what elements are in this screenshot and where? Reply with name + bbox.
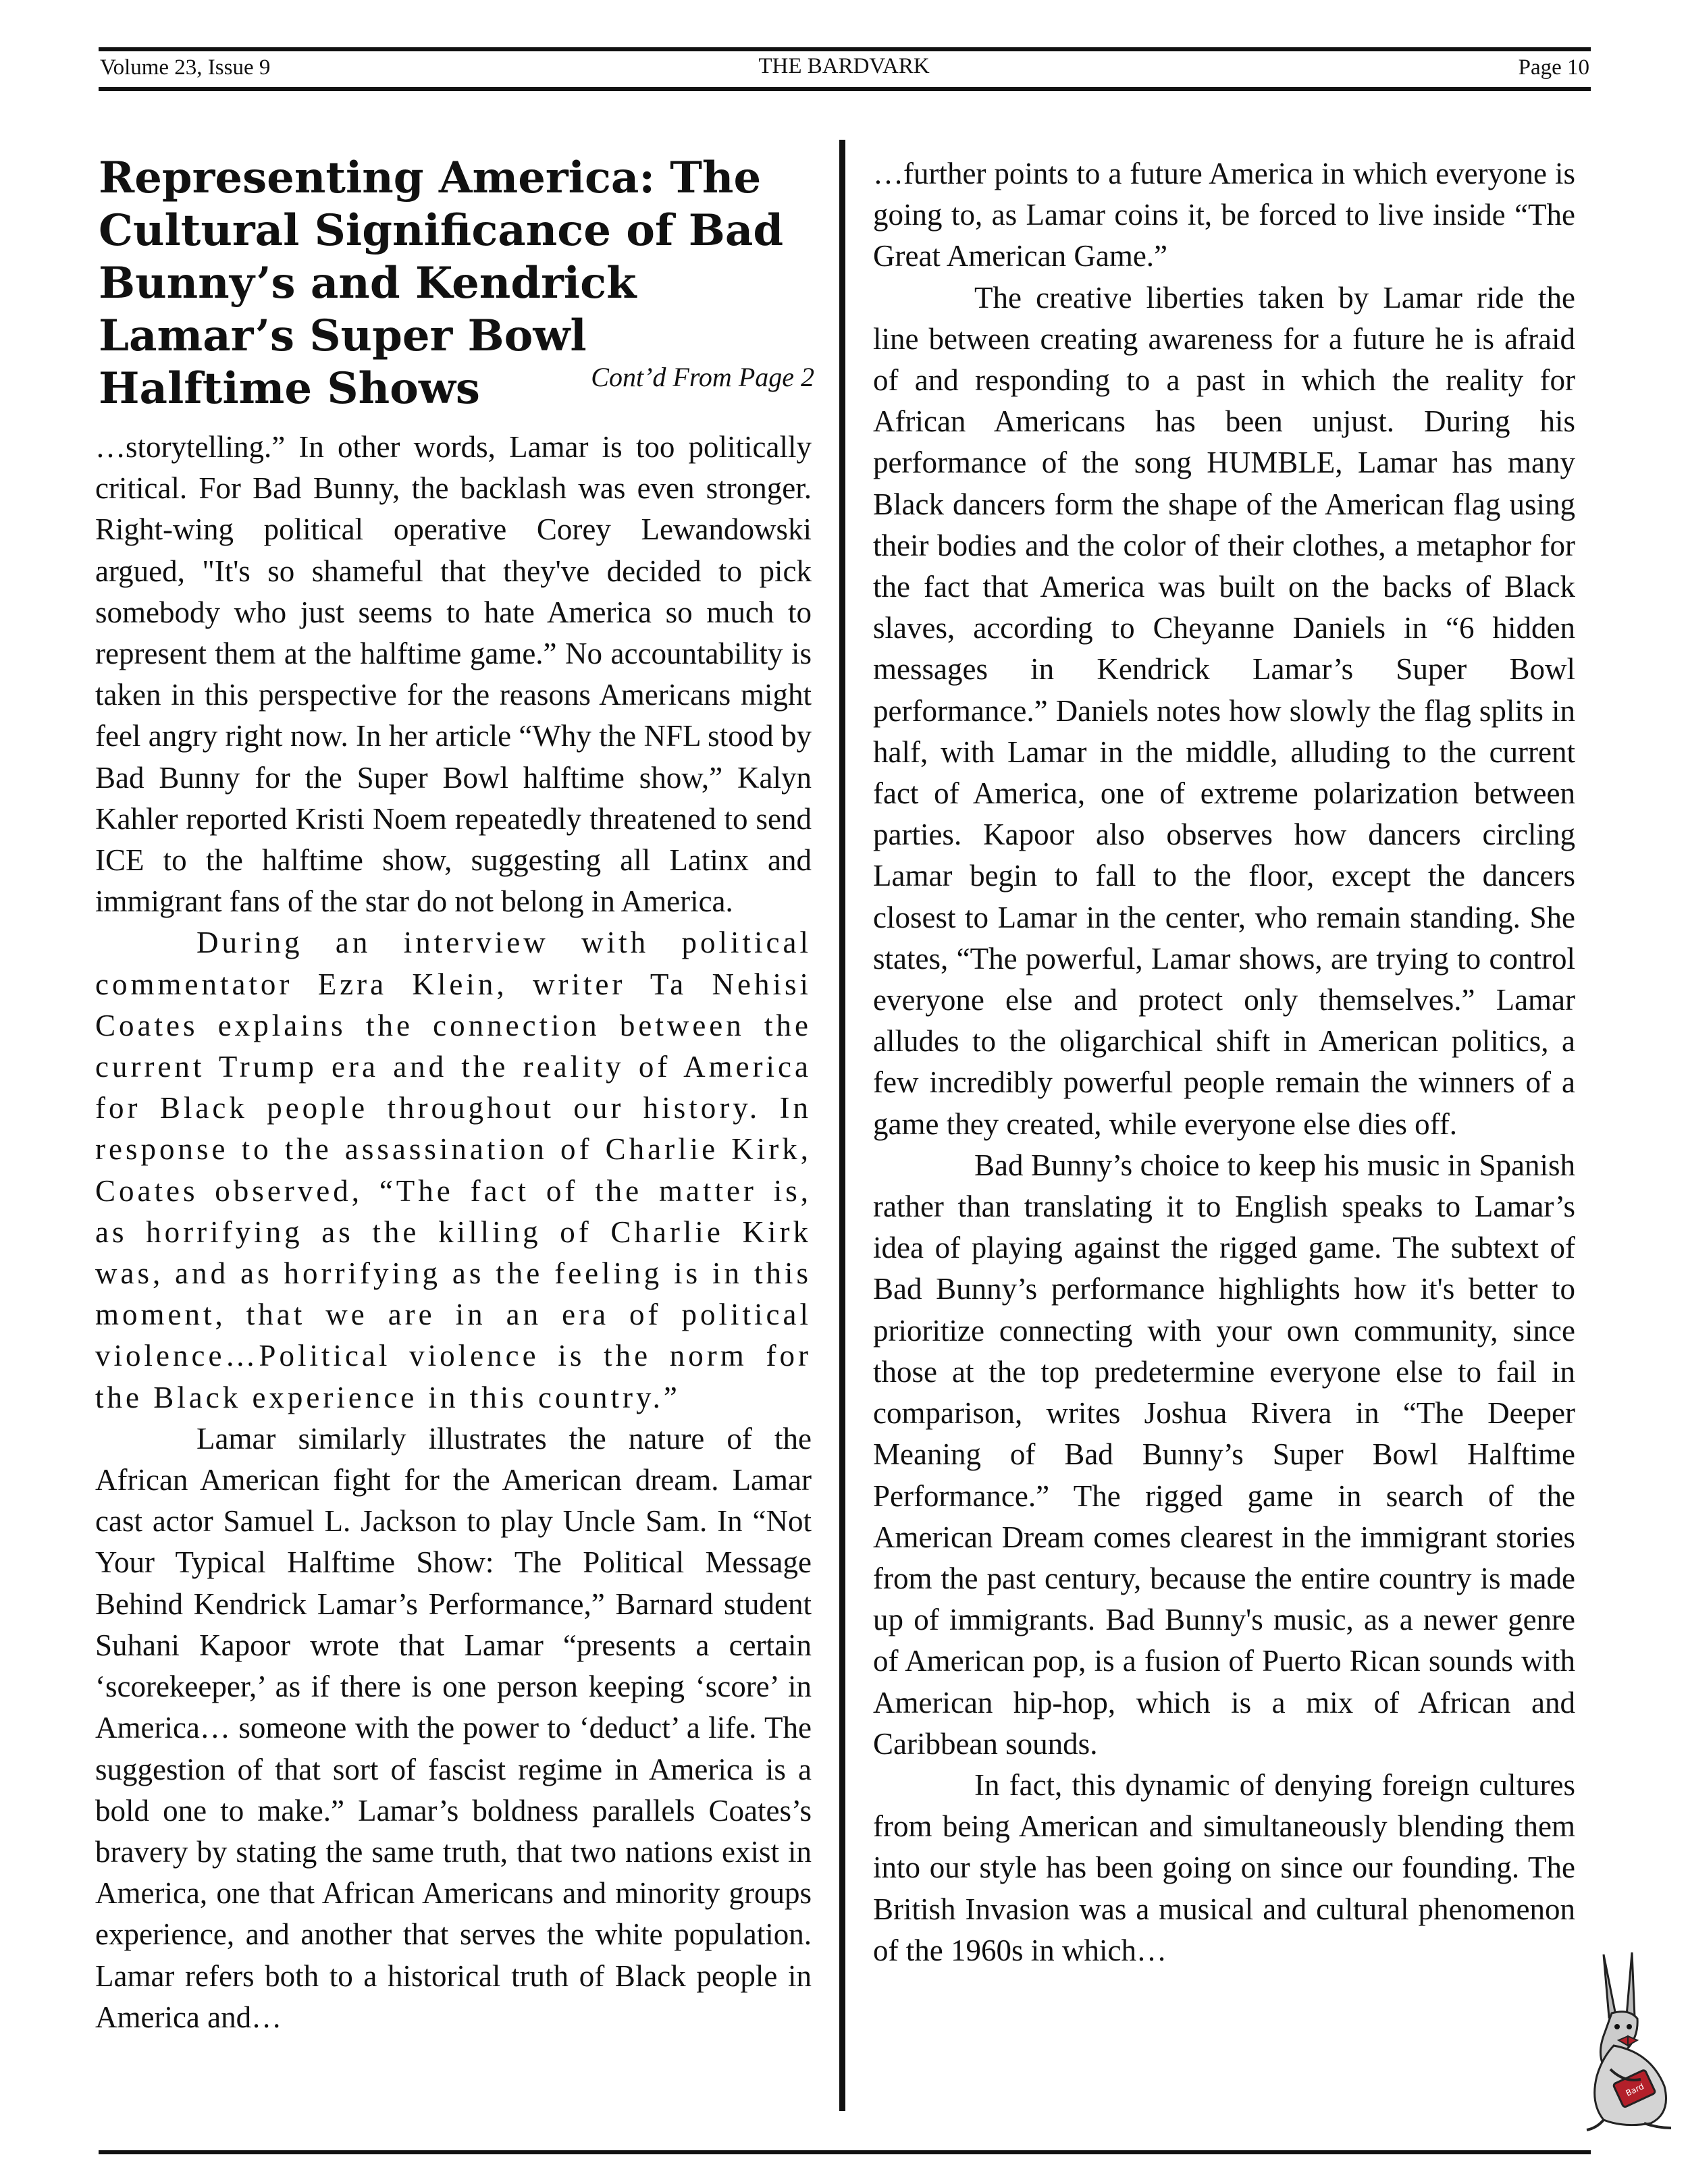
- volume-issue: Volume 23, Issue 9: [100, 55, 271, 80]
- mascot-book-label: Bard: [1624, 2081, 1645, 2098]
- right-paragraph-2: The creative liberties taken by Lamar ride the line between creating awareness for a future he is afraid of and responding to a past in which the reality for African Americans has been unjust. During his performance of the song HUMBLE, Lamar has many Black dancers form the shape of the American flag using their bodies and the color of their clothes, a metaphor for the fact that America was built on the backs of Black slaves, according to Cheyanne Daniels in “6 hidden messages in Kendrick Lamar’s Super Bowl performance.” Daniels notes how slowly the flag splits in half, with Lamar in the middle, alluding to the current fact of America, one of extreme polarization between parties. Kapoor also observes how dancers circling Lamar begin to fall to the floor, except the dancers closest to Lamar in the center, who remain standing. She states, “The powerful, Lamar shows, are trying to control everyone else and protect only themselves.” Lamar alludes to the oligarchical shift in American politics, a few incredibly powerful people remain the winners of a game they created, while everyone else dies off.: [873, 280, 1575, 1141]
- right-column: [873, 153, 1575, 1971]
- header-bottom-rule: [99, 87, 1591, 91]
- left-paragraph-2: During an interview with political commentator Ezra Klein, writer Ta Nehisi Coates explains the connection between the current Trump era and the reality of America for Black people throughout our history. In response to the assassination of Charlie Kirk, Coates observed, “The fact of the matter is, as horrifying as the killing of Charlie Kirk was, and as horrifying as the feeling is in this moment, that we are in an era of political violence…Political violence is the norm for the Black experience in this country.”: [95, 926, 812, 1414]
- footer-rule: [99, 2150, 1591, 2154]
- column-divider: [839, 140, 845, 2111]
- right-paragraph-3: Bad Bunny’s choice to keep his music in Spanish rather than translating it to English speaks to Lamar’s idea of playing against the rigged game. The subtext of Bad Bunny’s performance highlights how it's better to prioritize connecting with your own community, since those at the top predetermine everyone else to fail in comparison, writes Joshua Rivera in “The Deeper Meaning of Bad Bunny’s Super Bowl Halftime Performance.” The rigged game in search of the American Dream comes clearest in the immigrant stories from the past century, because the entire country is made up of immigrants. Bad Bunny's music, as a newer genre of American pop, is a fusion of Puerto Rican sounds with American hip-hop, which is a mix of African and Caribbean sounds.: [873, 1148, 1575, 1761]
- paper-name: THE BARDVARK: [758, 54, 930, 78]
- right-paragraph-1: …further points to a future America in which everyone is going to, as Lamar coins it, be forced to live inside “The Great American Game.”: [873, 157, 1575, 273]
- left-paragraph-3: Lamar similarly illustrates the nature of the African American fight for the American dream. Lamar cast actor Samuel L. Jackson to play Uncle Sam. In “Not Your Typical Halftime Show: The Political Message Behind Kendrick Lamar’s Performance,” Barnard student Suhani Kapoor wrote that Lamar “presents a certain ‘scorekeeper,’ as if there is one person keeping ‘score’ in America… someone with the power to ‘deduct’ a life. The suggestion of that sort of fascist regime in America is a bold one to make.” Lamar’s boldness parallels Coates’s bravery by stating the same truth, that two nations exist in America, one that African Americans and minority groups experience, and another that serves the white population. Lamar refers both to a historical truth of Black people in America and…: [95, 1421, 812, 2034]
- page-number: Page 10: [1518, 55, 1589, 80]
- header-top-rule: [99, 47, 1591, 51]
- continued-from-label: Cont’d From Page 2: [591, 362, 814, 392]
- left-column: [95, 427, 812, 2038]
- right-paragraph-4: In fact, this dynamic of denying foreign cultures from being American and simultaneously blending them into our style has been going on since our founding. The British Invasion was a musical and cultural phenomenon of the 1960s in which…: [873, 1767, 1575, 1967]
- aardvark-mascot-icon: [1577, 1951, 1681, 2133]
- article-title: Representing America: The Cultural Significance of Bad Bunny’s and Kendrick Lamar’s Super Bowl Halftime Shows: [99, 153, 784, 414]
- left-paragraph-1: …storytelling.” In other words, Lamar is too politically critical. For Bad Bunny, the backlash was even stronger. Right-wing political operative Corey Lewandowski argued, "It's so shameful that they've decided to pick somebody who just seems to hate America so much to represent them at the halftime game.” No accountability is taken in this perspective for the reasons Americans might feel angry right now. In her article “Why the NFL stood by Bad Bunny for the Super Bowl halftime show,” Kalyn Kahler reported Kristi Noem repeatedly threatened to send ICE to the halftime show, suggesting all Latinx and immigrant fans of the star do not belong in America.: [95, 430, 812, 919]
